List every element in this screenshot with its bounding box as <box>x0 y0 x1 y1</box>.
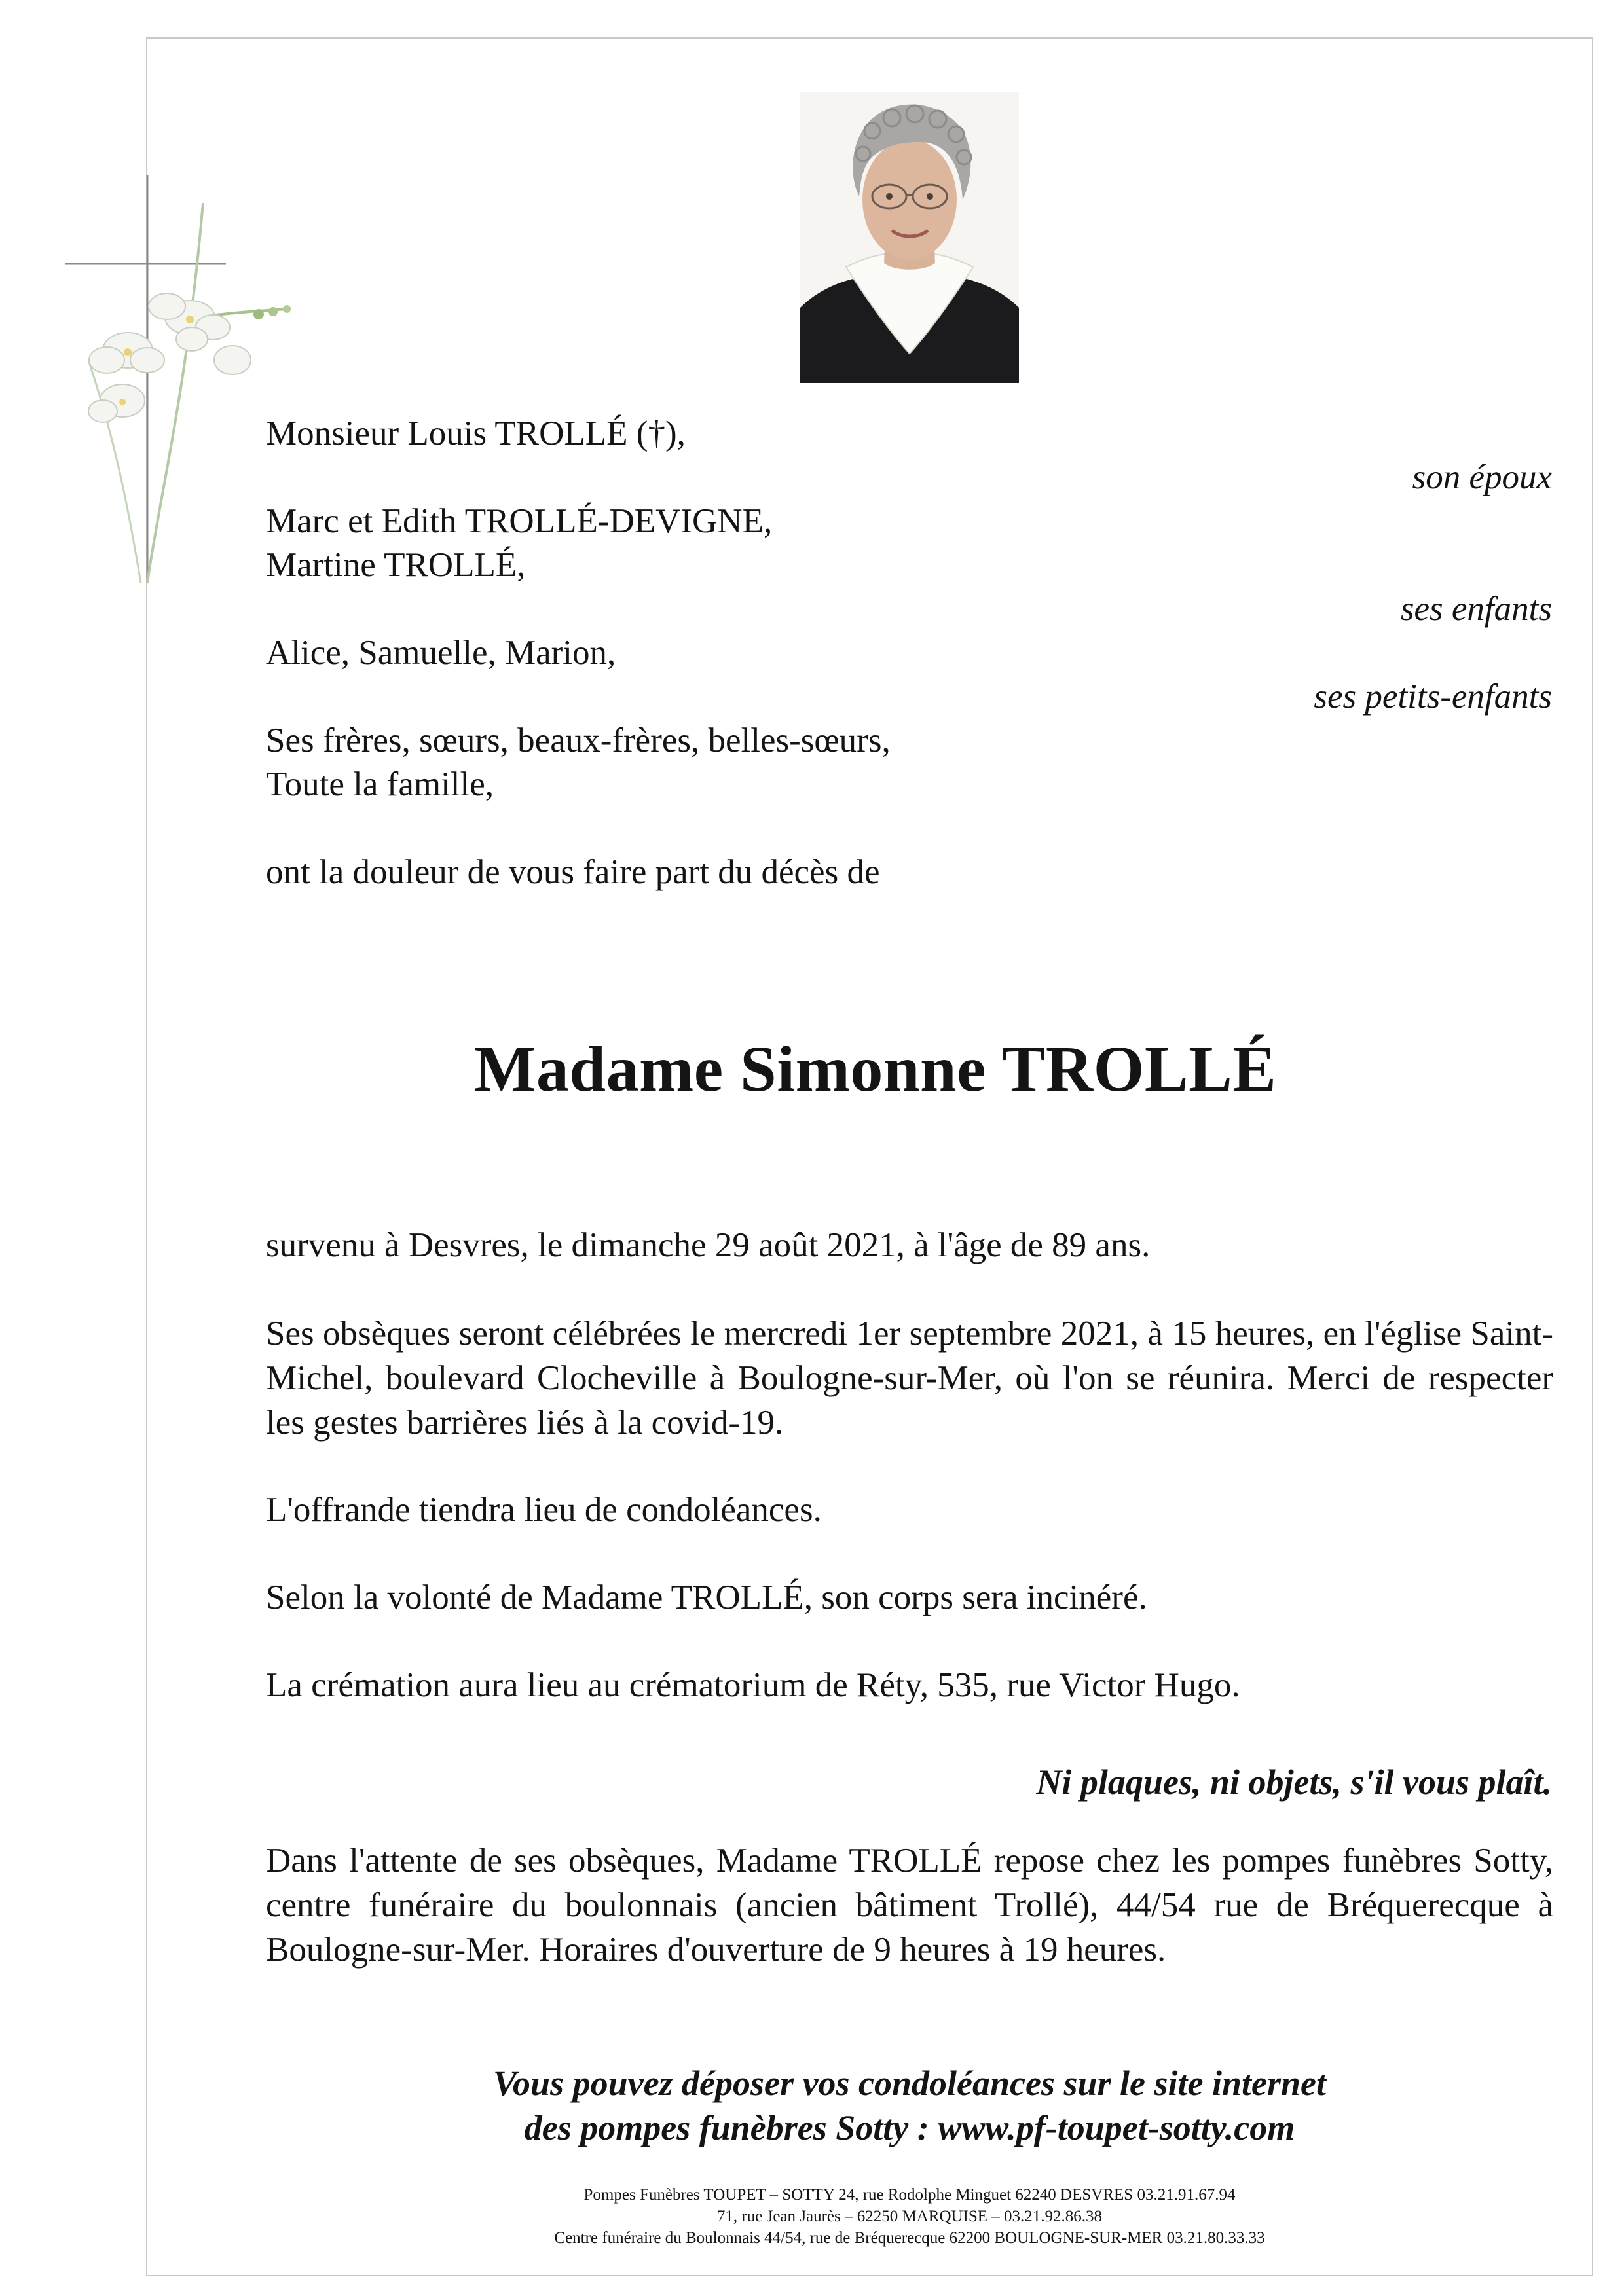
death-info: survenu à Desvres, le dimanche 29 août 2021, à l'âge de 89 ans. <box>266 1226 1151 1264</box>
children-role: ses enfants <box>1400 590 1552 628</box>
child-name: Marc et Edith TROLLÉ-DEVIGNE, <box>266 502 773 540</box>
condolences-line: Vous pouvez déposer vos condoléances sur le site internet <box>492 2064 1326 2103</box>
footer-address: Centre funéraire du Boulonnais 44/54, rue de Bréquerecque 62200 BOULOGNE-SUR-MER 03.21.80.33.33 <box>554 2229 1265 2247</box>
condolences-website: des pompes funèbres Sotty : www.pf-toupet-sotty.com <box>524 2108 1295 2147</box>
repose-info: Dans l'attente de ses obsèques, Madame TROLLÉ repose chez les pompes funèbres Sotty, centre funéraire du boulonnais (ancien bâtiment Trollé), 44/54 rue de Bréquerecque à Boulogne-sur-Mer. Horaires d'ouverture de 9 heures à 19 heures. <box>266 1842 1553 1969</box>
cross-orchid-ornament <box>62 164 298 596</box>
cremation-place: La crémation aura lieu au crématorium de Réty, 535, rue Victor Hugo. <box>266 1666 1240 1704</box>
deceased-name-title: Madame Simonne TROLLÉ <box>474 1032 1277 1105</box>
funeral-info: Ses obsèques seront célébrées le mercredi 1er septembre 2021, à 15 heures, en l'église Saint-Michel, boulevard Clocheville à Boulogne-sur-Mer, où l'on se réunira. Merci de respecter les gestes barrières liés à la covid-19. <box>266 1315 1553 1442</box>
cremation-wish: Selon la volonté de Madame TROLLÉ, son corps sera incinéré. <box>266 1578 1147 1616</box>
siblings-line: Ses frères, sœurs, beaux-frères, belles-sœurs, <box>266 721 891 759</box>
spouse-role: son époux <box>1412 458 1552 496</box>
child-name: Martine TROLLÉ, <box>266 546 526 584</box>
grandchildren-names: Alice, Samuelle, Marion, <box>266 634 616 672</box>
family-line: Toute la famille, <box>266 765 494 803</box>
footer-address: Pompes Funèbres TOUPET – SOTTY 24, rue Rodolphe Minguet 62240 DESVRES 03.21.91.67.94 <box>583 2186 1236 2204</box>
announcement-intro: ont la douleur de vous faire part du décès de <box>266 853 880 891</box>
grandchildren-role: ses petits-enfants <box>1314 678 1552 716</box>
footer-address: 71, rue Jean Jaurès – 62250 MARQUISE – 03.21.92.86.38 <box>716 2208 1103 2225</box>
offering-info: L'offrande tiendra lieu de condoléances. <box>266 1491 822 1529</box>
spouse-name: Monsieur Louis TROLLÉ (†), <box>266 414 686 452</box>
deceased-portrait-photo <box>800 92 1019 383</box>
no-flowers-note: Ni plaques, ni objets, s'il vous plaît. <box>1036 1762 1552 1802</box>
